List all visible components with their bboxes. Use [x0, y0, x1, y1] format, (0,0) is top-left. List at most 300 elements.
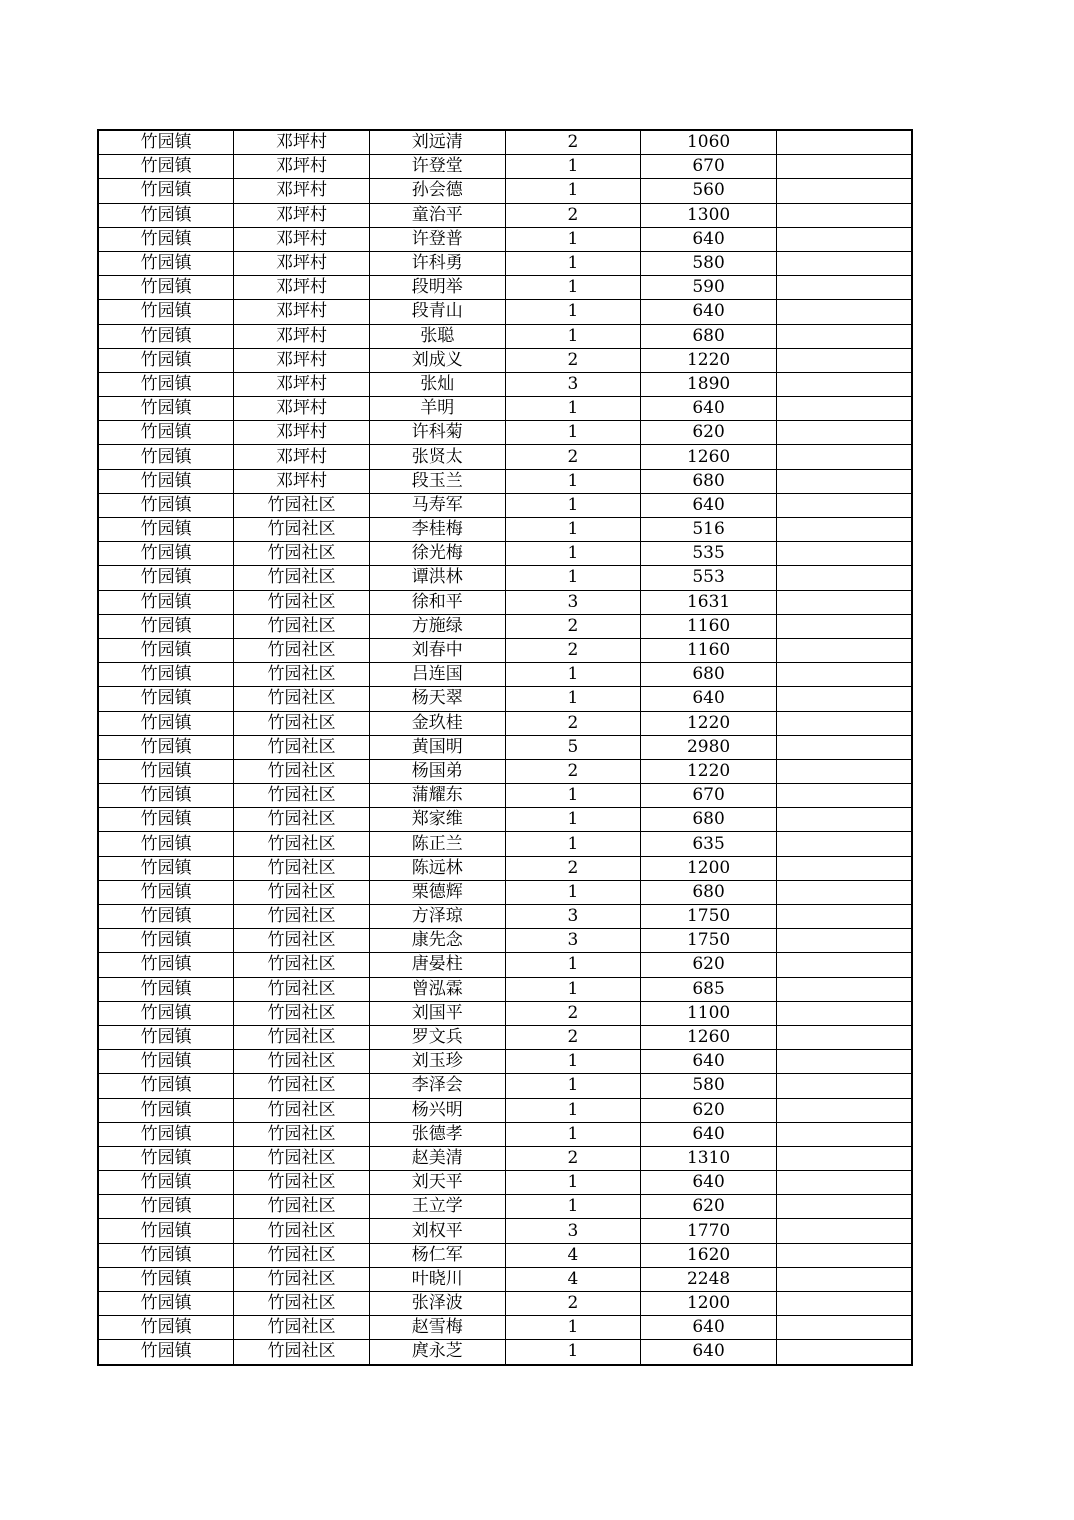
amount-cell: 1890	[641, 372, 777, 396]
village-cell: 竹园社区	[234, 1267, 370, 1291]
amount-cell: 640	[641, 1122, 777, 1146]
table-row	[98, 977, 912, 1001]
village-cell: 竹园社区	[234, 977, 370, 1001]
note-cell	[776, 929, 912, 953]
count-cell: 5	[505, 735, 641, 759]
town-cell: 竹园镇	[98, 397, 234, 421]
amount-cell: 640	[641, 1050, 777, 1074]
count-cell: 1	[505, 324, 641, 348]
name-cell: 徐光梅	[369, 542, 505, 566]
table-row	[98, 1292, 912, 1316]
amount-cell: 1750	[641, 929, 777, 953]
note-cell	[776, 203, 912, 227]
count-cell: 2	[505, 1025, 641, 1049]
town-cell: 竹园镇	[98, 687, 234, 711]
amount-cell: 1060	[641, 130, 777, 155]
name-cell: 曾泓霖	[369, 977, 505, 1001]
amount-cell: 1160	[641, 638, 777, 662]
table-row	[98, 493, 912, 517]
amount-cell: 1220	[641, 711, 777, 735]
village-cell: 竹园社区	[234, 1050, 370, 1074]
amount-cell: 670	[641, 155, 777, 179]
count-cell: 1	[505, 421, 641, 445]
name-cell: 陈远林	[369, 856, 505, 880]
village-cell: 邓坪村	[234, 445, 370, 469]
name-cell: 张泽波	[369, 1292, 505, 1316]
table-row	[98, 1025, 912, 1049]
count-cell: 1	[505, 953, 641, 977]
count-cell: 1	[505, 977, 641, 1001]
count-cell: 3	[505, 1219, 641, 1243]
village-cell: 竹园社区	[234, 1098, 370, 1122]
note-cell	[776, 638, 912, 662]
table-row	[98, 1122, 912, 1146]
town-cell: 竹园镇	[98, 1001, 234, 1025]
note-cell	[776, 856, 912, 880]
name-cell: 黄国明	[369, 735, 505, 759]
town-cell: 竹园镇	[98, 1195, 234, 1219]
note-cell	[776, 977, 912, 1001]
amount-cell: 1260	[641, 1025, 777, 1049]
town-cell: 竹园镇	[98, 808, 234, 832]
count-cell: 1	[505, 1098, 641, 1122]
count-cell: 4	[505, 1243, 641, 1267]
table-row	[98, 300, 912, 324]
name-cell: 方施绿	[369, 614, 505, 638]
village-cell: 竹园社区	[234, 1171, 370, 1195]
town-cell: 竹园镇	[98, 203, 234, 227]
amount-cell: 680	[641, 808, 777, 832]
name-cell: 刘天平	[369, 1171, 505, 1195]
table-row	[98, 372, 912, 396]
note-cell	[776, 663, 912, 687]
note-cell	[776, 445, 912, 469]
village-cell: 竹园社区	[234, 1025, 370, 1049]
name-cell: 徐和平	[369, 590, 505, 614]
name-cell: 赵雪梅	[369, 1316, 505, 1340]
village-cell: 竹园社区	[234, 1001, 370, 1025]
village-cell: 竹园社区	[234, 590, 370, 614]
amount-cell: 1200	[641, 856, 777, 880]
note-cell	[776, 784, 912, 808]
town-cell: 竹园镇	[98, 324, 234, 348]
amount-cell: 1200	[641, 1292, 777, 1316]
amount-cell: 580	[641, 251, 777, 275]
village-cell: 竹园社区	[234, 1074, 370, 1098]
table-row	[98, 663, 912, 687]
table-row	[98, 227, 912, 251]
note-cell	[776, 687, 912, 711]
note-cell	[776, 421, 912, 445]
town-cell: 竹园镇	[98, 445, 234, 469]
amount-cell: 560	[641, 179, 777, 203]
note-cell	[776, 735, 912, 759]
town-cell: 竹园镇	[98, 1316, 234, 1340]
town-cell: 竹园镇	[98, 1074, 234, 1098]
village-cell: 邓坪村	[234, 203, 370, 227]
table-row	[98, 566, 912, 590]
name-cell: 李桂梅	[369, 518, 505, 542]
village-cell: 邓坪村	[234, 372, 370, 396]
town-cell: 竹园镇	[98, 518, 234, 542]
count-cell: 2	[505, 130, 641, 155]
table-row	[98, 1001, 912, 1025]
count-cell: 2	[505, 856, 641, 880]
town-cell: 竹园镇	[98, 1267, 234, 1291]
count-cell: 1	[505, 179, 641, 203]
note-cell	[776, 1025, 912, 1049]
count-cell: 3	[505, 929, 641, 953]
name-cell: 谭洪林	[369, 566, 505, 590]
town-cell: 竹园镇	[98, 227, 234, 251]
town-cell: 竹园镇	[98, 348, 234, 372]
note-cell	[776, 372, 912, 396]
village-cell: 竹园社区	[234, 711, 370, 735]
name-cell: 李泽会	[369, 1074, 505, 1098]
amount-cell: 620	[641, 1098, 777, 1122]
name-cell: 杨兴明	[369, 1098, 505, 1122]
count-cell: 1	[505, 1316, 641, 1340]
village-cell: 竹园社区	[234, 832, 370, 856]
note-cell	[776, 1122, 912, 1146]
name-cell: 张灿	[369, 372, 505, 396]
village-cell: 竹园社区	[234, 1122, 370, 1146]
count-cell: 1	[505, 832, 641, 856]
village-cell: 邓坪村	[234, 421, 370, 445]
amount-cell: 516	[641, 518, 777, 542]
count-cell: 4	[505, 1267, 641, 1291]
table-row	[98, 808, 912, 832]
name-cell: 孙会德	[369, 179, 505, 203]
town-cell: 竹园镇	[98, 493, 234, 517]
town-cell: 竹园镇	[98, 832, 234, 856]
amount-cell: 1620	[641, 1243, 777, 1267]
name-cell: 金玖桂	[369, 711, 505, 735]
town-cell: 竹园镇	[98, 542, 234, 566]
amount-cell: 680	[641, 880, 777, 904]
table-row	[98, 929, 912, 953]
amount-cell: 680	[641, 469, 777, 493]
name-cell: 童治平	[369, 203, 505, 227]
count-cell: 1	[505, 1122, 641, 1146]
village-cell: 竹园社区	[234, 759, 370, 783]
count-cell: 1	[505, 1171, 641, 1195]
town-cell: 竹园镇	[98, 759, 234, 783]
count-cell: 2	[505, 614, 641, 638]
table-row	[98, 1340, 912, 1365]
town-cell: 竹园镇	[98, 614, 234, 638]
table-row	[98, 130, 912, 155]
name-cell: 刘权平	[369, 1219, 505, 1243]
table-row	[98, 324, 912, 348]
table-row	[98, 542, 912, 566]
town-cell: 竹园镇	[98, 372, 234, 396]
name-cell: 刘玉珍	[369, 1050, 505, 1074]
village-cell: 竹园社区	[234, 566, 370, 590]
name-cell: 许科勇	[369, 251, 505, 275]
name-cell: 吕连国	[369, 663, 505, 687]
table-row	[98, 155, 912, 179]
table-row	[98, 1098, 912, 1122]
name-cell: 杨国弟	[369, 759, 505, 783]
amount-cell: 1310	[641, 1146, 777, 1170]
name-cell: 罗文兵	[369, 1025, 505, 1049]
village-cell: 竹园社区	[234, 687, 370, 711]
note-cell	[776, 518, 912, 542]
name-cell: 王立学	[369, 1195, 505, 1219]
village-cell: 邓坪村	[234, 469, 370, 493]
amount-cell: 1260	[641, 445, 777, 469]
table-row	[98, 1171, 912, 1195]
count-cell: 1	[505, 566, 641, 590]
note-cell	[776, 759, 912, 783]
town-cell: 竹园镇	[98, 1219, 234, 1243]
village-cell: 竹园社区	[234, 1146, 370, 1170]
amount-cell: 1631	[641, 590, 777, 614]
village-cell: 竹园社区	[234, 856, 370, 880]
note-cell	[776, 155, 912, 179]
table-row	[98, 251, 912, 275]
amount-cell: 670	[641, 784, 777, 808]
note-cell	[776, 566, 912, 590]
note-cell	[776, 1267, 912, 1291]
village-cell: 邓坪村	[234, 227, 370, 251]
village-cell: 邓坪村	[234, 324, 370, 348]
name-cell: 刘成义	[369, 348, 505, 372]
count-cell: 1	[505, 469, 641, 493]
count-cell: 1	[505, 880, 641, 904]
count-cell: 1	[505, 493, 641, 517]
note-cell	[776, 251, 912, 275]
note-cell	[776, 614, 912, 638]
amount-cell: 2248	[641, 1267, 777, 1291]
name-cell: 庹永芝	[369, 1340, 505, 1365]
town-cell: 竹园镇	[98, 1122, 234, 1146]
village-cell: 邓坪村	[234, 300, 370, 324]
count-cell: 1	[505, 276, 641, 300]
table-row	[98, 276, 912, 300]
village-cell: 竹园社区	[234, 880, 370, 904]
town-cell: 竹园镇	[98, 1292, 234, 1316]
count-cell: 3	[505, 905, 641, 929]
count-cell: 1	[505, 542, 641, 566]
note-cell	[776, 324, 912, 348]
name-cell: 陈正兰	[369, 832, 505, 856]
count-cell: 1	[505, 300, 641, 324]
table-row	[98, 953, 912, 977]
count-cell: 2	[505, 445, 641, 469]
note-cell	[776, 808, 912, 832]
note-cell	[776, 300, 912, 324]
note-cell	[776, 1050, 912, 1074]
town-cell: 竹园镇	[98, 711, 234, 735]
amount-cell: 635	[641, 832, 777, 856]
name-cell: 方泽琼	[369, 905, 505, 929]
village-cell: 邓坪村	[234, 348, 370, 372]
table-row	[98, 590, 912, 614]
village-cell: 竹园社区	[234, 1292, 370, 1316]
village-cell: 竹园社区	[234, 808, 370, 832]
count-cell: 2	[505, 348, 641, 372]
village-cell: 竹园社区	[234, 929, 370, 953]
count-cell: 1	[505, 784, 641, 808]
amount-cell: 1770	[641, 1219, 777, 1243]
table-row	[98, 348, 912, 372]
village-cell: 邓坪村	[234, 179, 370, 203]
count-cell: 1	[505, 155, 641, 179]
note-cell	[776, 1292, 912, 1316]
count-cell: 1	[505, 1050, 641, 1074]
village-cell: 竹园社区	[234, 1195, 370, 1219]
count-cell: 1	[505, 1195, 641, 1219]
village-cell: 竹园社区	[234, 614, 370, 638]
count-cell: 2	[505, 1292, 641, 1316]
table-row	[98, 1243, 912, 1267]
note-cell	[776, 1098, 912, 1122]
name-cell: 张贤太	[369, 445, 505, 469]
town-cell: 竹园镇	[98, 977, 234, 1001]
count-cell: 1	[505, 518, 641, 542]
note-cell	[776, 469, 912, 493]
note-cell	[776, 1074, 912, 1098]
village-cell: 竹园社区	[234, 542, 370, 566]
amount-cell: 640	[641, 397, 777, 421]
table-row	[98, 880, 912, 904]
table-row	[98, 1050, 912, 1074]
name-cell: 张聪	[369, 324, 505, 348]
name-cell: 蒲耀东	[369, 784, 505, 808]
note-cell	[776, 711, 912, 735]
amount-cell: 620	[641, 953, 777, 977]
note-cell	[776, 227, 912, 251]
name-cell: 栗德辉	[369, 880, 505, 904]
town-cell: 竹园镇	[98, 1025, 234, 1049]
amount-cell: 640	[641, 227, 777, 251]
note-cell	[776, 493, 912, 517]
amount-cell: 620	[641, 1195, 777, 1219]
amount-cell: 1220	[641, 348, 777, 372]
count-cell: 3	[505, 372, 641, 396]
village-cell: 竹园社区	[234, 1316, 370, 1340]
count-cell: 2	[505, 1146, 641, 1170]
village-cell: 竹园社区	[234, 663, 370, 687]
amount-cell: 640	[641, 687, 777, 711]
amount-cell: 680	[641, 324, 777, 348]
amount-cell: 640	[641, 1171, 777, 1195]
town-cell: 竹园镇	[98, 1146, 234, 1170]
name-cell: 唐晏柱	[369, 953, 505, 977]
town-cell: 竹园镇	[98, 1098, 234, 1122]
name-cell: 郑家维	[369, 808, 505, 832]
table-row	[98, 905, 912, 929]
village-cell: 竹园社区	[234, 518, 370, 542]
amount-cell: 640	[641, 493, 777, 517]
town-cell: 竹园镇	[98, 1243, 234, 1267]
note-cell	[776, 905, 912, 929]
village-cell: 竹园社区	[234, 1243, 370, 1267]
village-cell: 竹园社区	[234, 1219, 370, 1243]
name-cell: 段明举	[369, 276, 505, 300]
village-cell: 邓坪村	[234, 397, 370, 421]
name-cell: 马寿军	[369, 493, 505, 517]
note-cell	[776, 590, 912, 614]
town-cell: 竹园镇	[98, 469, 234, 493]
table-row	[98, 784, 912, 808]
table-row	[98, 1316, 912, 1340]
table-row	[98, 832, 912, 856]
town-cell: 竹园镇	[98, 905, 234, 929]
amount-cell: 1220	[641, 759, 777, 783]
town-cell: 竹园镇	[98, 880, 234, 904]
name-cell: 许科菊	[369, 421, 505, 445]
table-row	[98, 759, 912, 783]
count-cell: 1	[505, 687, 641, 711]
count-cell: 2	[505, 711, 641, 735]
amount-cell: 590	[641, 276, 777, 300]
table-body	[98, 130, 912, 1365]
table-row	[98, 638, 912, 662]
count-cell: 1	[505, 1340, 641, 1365]
note-cell	[776, 130, 912, 155]
town-cell: 竹园镇	[98, 155, 234, 179]
table-row	[98, 1146, 912, 1170]
count-cell: 1	[505, 251, 641, 275]
amount-cell: 2980	[641, 735, 777, 759]
town-cell: 竹园镇	[98, 735, 234, 759]
name-cell: 刘远清	[369, 130, 505, 155]
note-cell	[776, 1340, 912, 1365]
town-cell: 竹园镇	[98, 1171, 234, 1195]
name-cell: 羊明	[369, 397, 505, 421]
amount-cell: 1100	[641, 1001, 777, 1025]
note-cell	[776, 1001, 912, 1025]
name-cell: 许登普	[369, 227, 505, 251]
town-cell: 竹园镇	[98, 300, 234, 324]
note-cell	[776, 348, 912, 372]
note-cell	[776, 179, 912, 203]
amount-cell: 640	[641, 300, 777, 324]
note-cell	[776, 276, 912, 300]
town-cell: 竹园镇	[98, 638, 234, 662]
town-cell: 竹园镇	[98, 566, 234, 590]
town-cell: 竹园镇	[98, 784, 234, 808]
town-cell: 竹园镇	[98, 1340, 234, 1365]
town-cell: 竹园镇	[98, 130, 234, 155]
table-row	[98, 469, 912, 493]
count-cell: 2	[505, 1001, 641, 1025]
table-row	[98, 687, 912, 711]
name-cell: 康先念	[369, 929, 505, 953]
town-cell: 竹园镇	[98, 1050, 234, 1074]
amount-cell: 553	[641, 566, 777, 590]
village-cell: 竹园社区	[234, 953, 370, 977]
count-cell: 2	[505, 203, 641, 227]
count-cell: 1	[505, 808, 641, 832]
table-row	[98, 203, 912, 227]
amount-cell: 620	[641, 421, 777, 445]
table-row	[98, 735, 912, 759]
village-cell: 竹园社区	[234, 493, 370, 517]
table-row	[98, 1219, 912, 1243]
village-cell: 邓坪村	[234, 276, 370, 300]
table-row	[98, 518, 912, 542]
note-cell	[776, 1195, 912, 1219]
name-cell: 刘国平	[369, 1001, 505, 1025]
table-row	[98, 711, 912, 735]
count-cell: 1	[505, 663, 641, 687]
note-cell	[776, 1243, 912, 1267]
table-row	[98, 1195, 912, 1219]
